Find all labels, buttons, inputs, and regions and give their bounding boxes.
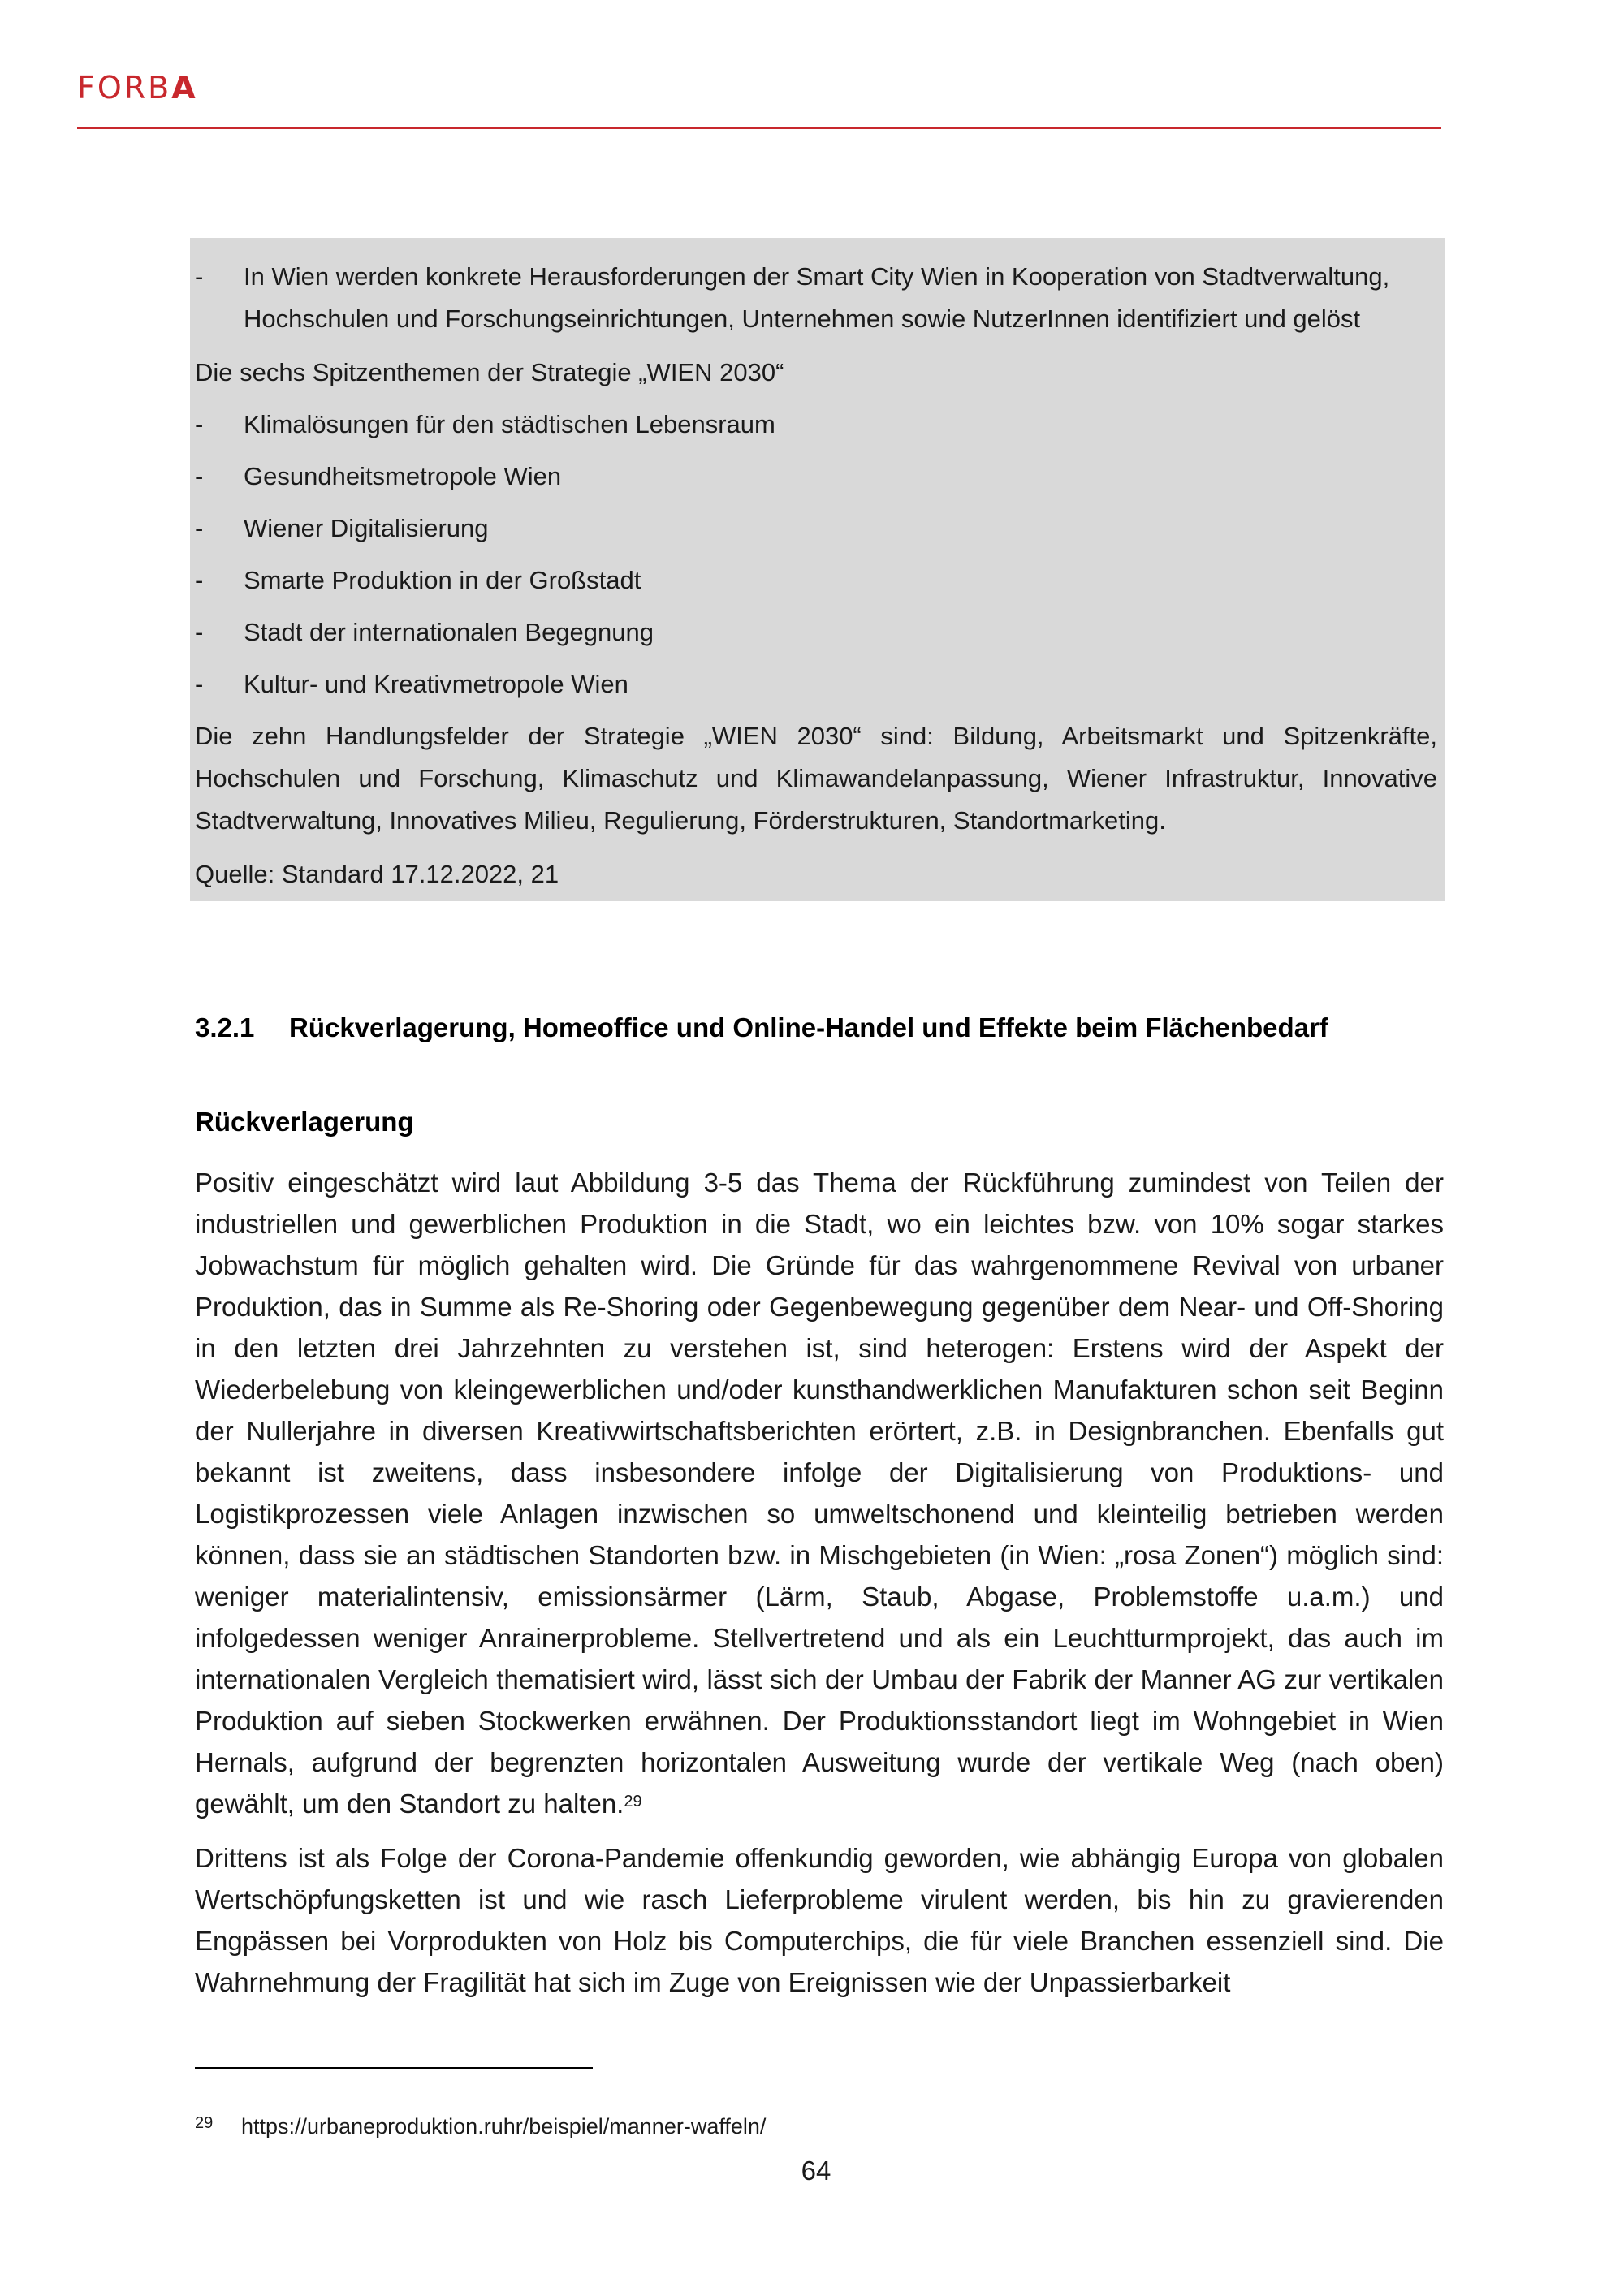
logo-main-text: FORB [77,70,172,106]
theme-item-text: Gesundheitsmetropole Wien [244,462,562,490]
fields-paragraph: Die zehn Handlungsfelder der Strategie „WIEN 2030“ sind: Bildung, Arbeitsmarkt und Spitzenkräfte, Hochschulen und Forschung, Klimaschutz und Klimawandelanpassung, Wiener Infrastruktur, Innovative Stadtverwaltung, Innovatives Milieu, Regulierung, Förderstrukturen, Standortmarketing. [195,722,1437,835]
theme-item [195,611,1437,663]
theme-item-text: Smarte Produktion in der Großstadt [244,566,641,594]
box-first-item [195,256,1437,340]
footnote-number: 29 [195,2114,214,2132]
theme-item [195,404,1437,455]
theme-item [195,455,1437,507]
info-box [190,238,1445,901]
info-box-content [195,256,1437,907]
theme-item [195,559,1437,611]
footnote-reference[interactable]: 29 [624,1793,642,1810]
page-number: 64 [801,2156,831,2186]
theme-item-text: Kultur- und Kreativmetropole Wien [244,670,628,698]
bullet-dash: - [195,410,204,438]
box-source: Quelle: Standard 17.12.2022, 21 [195,860,559,888]
body-text [195,1162,1444,2016]
subsection-heading: Rückverlagerung [195,1107,414,1137]
bullet-dash: - [195,566,204,594]
section-title: Rückverlagerung, Homeoffice und Online-Handel und Effekte beim Flächenbedarf [289,1012,1328,1042]
header-rule [77,127,1441,129]
section-number: 3.2.1 [195,1012,255,1042]
body-paragraph: Drittens ist als Folge der Corona-Pandemie offenkundig geworden, wie abhängig Europa von globalen Wertschöpfungsketten ist und wie rasch Lieferprobleme virulent werden, bis hin zu gravierenden Engpässen bei Vorprodukten von Holz bis Computerchips, die für viele Branchen essenziell sind. Die Wahrnehmung der Fragilität hat sich im Zuge von Ereignissen wie der Unpassierbarkeit [195,1843,1444,1997]
section-heading [195,1012,1445,1043]
theme-item-text: Klimalösungen für den städtischen Lebensraum [244,410,775,438]
bullet-dash: - [195,462,204,490]
theme-item [195,663,1437,715]
forba-logo [77,70,198,106]
footnote-separator [195,2067,593,2069]
footnote-link[interactable]: https://urbaneproduktion.ruhr/beispiel/manner-waffeln/ [241,2114,767,2138]
bullet-dash: - [195,618,204,646]
bullet-dash: - [195,262,204,291]
footnote [195,2114,766,2139]
logo-accent-letter: A [171,70,198,106]
body-paragraph [195,1162,1444,1824]
theme-item-text: Stadt der internationalen Begegnung [244,618,654,646]
theme-item [195,507,1437,559]
themes-heading: Die sechs Spitzenthemen der Strategie „WIEN 2030“ [195,358,784,386]
box-first-item-text: In Wien werden konkrete Herausforderungen der Smart City Wien in Kooperation von Stadtverwaltung, Hochschulen und Forschungseinrichtungen, Unternehmen sowie NutzerInnen identifiziert und gelöst [244,262,1390,333]
bullet-dash: - [195,514,204,542]
theme-item-text: Wiener Digitalisierung [244,514,489,542]
bullet-dash: - [195,670,204,698]
paragraph-text: Positiv eingeschätzt wird laut Abbildung 3-5 das Thema der Rückführung zumindest von Teilen der industriellen und gewerblichen Produktion in die Stadt, wo ein leichtes bzw. von 10% sogar starkes Jobwachstum für möglich gehalten wird. Die Gründe für das wahrgenommene Revival von urbaner Produktion, das in Summe als Re-Shoring oder Gegenbewegung gegenüber dem Near- und Off-Shoring in den letzten drei Jahrzehnten zu verstehen ist, sind heterogen: Erstens wird der Aspekt der Wiederbelebung von kleingewerblichen und/oder kunsthandwerklichen Manufakturen schon seit Beginn der Nullerjahre in diversen Kreativwirtschaftsberichten erörtert, z.B. in Designbranchen. Ebenfalls gut bekannt ist zweitens, dass insbesondere infolge der Digitalisierung von Produktions- und Logistikprozessen viele Anlagen inzwischen so umweltschonend und kleinteilig betrieben werden können, dass sie an städtischen Standorten bzw. in Mischgebieten (in Wien: „rosa Zonen“) möglich sind: weniger materialintensiv, emissionsärmer (Lärm, Staub, Abgase, Problemstoffe u.a.m.) und infolgedessen weniger Anrainerprobleme. Stellvertretend und als ein Leuchtturmprojekt, das auch im internationalen Vergleich thematisiert wird, lässt sich der Umbau der Fabrik der Manner AG zur vertikalen Produktion auf sieben Stockwerken erwähnen. Der Produktionsstandort liegt im Wohngebiet in Wien Hernals, aufgrund der begrenzten horizontalen Ausweitung wurde der vertikale Weg (nach oben) gewählt, um den Standort zu halten. [195,1167,1444,1819]
